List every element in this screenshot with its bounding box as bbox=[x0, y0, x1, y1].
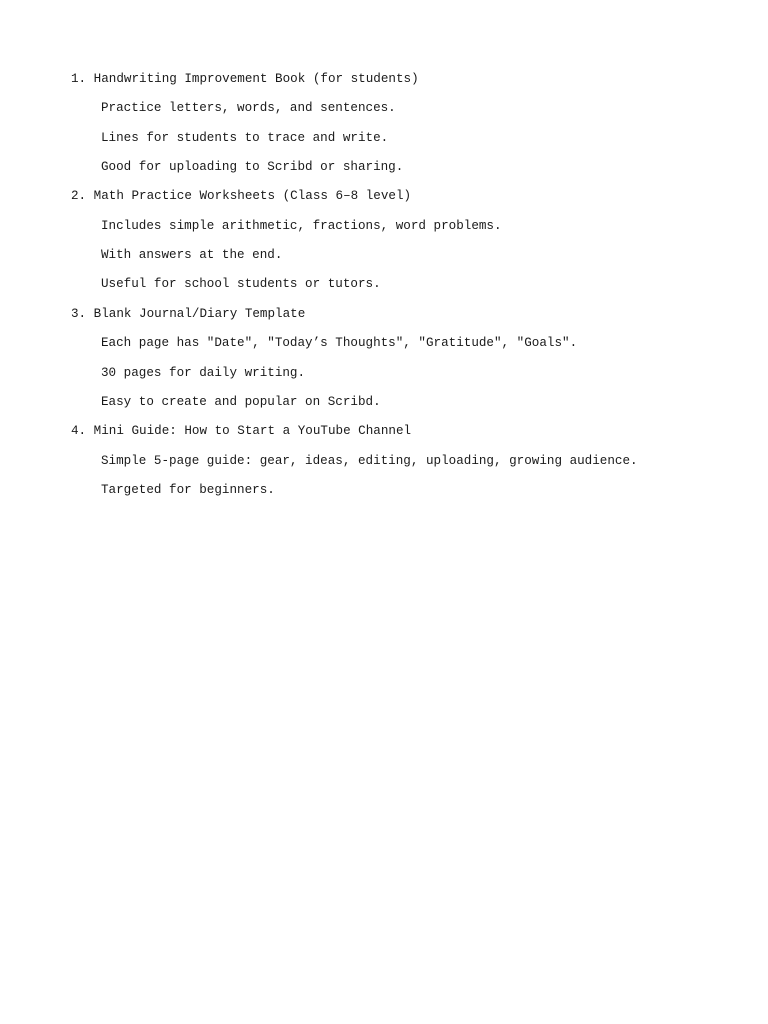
list-item-point: Each page has "Date", "Today’s Thoughts", "Gratitude", "Goals". bbox=[101, 336, 578, 350]
list-item-point: 30 pages for daily writing. bbox=[101, 366, 306, 380]
list-item-point: Targeted for beginners. bbox=[101, 483, 275, 497]
list-item-point: Practice letters, words, and sentences. bbox=[101, 101, 396, 115]
list-item-heading: 3. Blank Journal/Diary Template bbox=[71, 307, 306, 321]
list-item-heading: 4. Mini Guide: How to Start a YouTube Channel bbox=[71, 424, 412, 438]
list-item-heading: 2. Math Practice Worksheets (Class 6–8 level) bbox=[71, 189, 412, 203]
list-item-heading: 1. Handwriting Improvement Book (for students) bbox=[71, 72, 419, 86]
list-item-point: Lines for students to trace and write. bbox=[101, 131, 389, 145]
list-item-point: Simple 5-page guide: gear, ideas, editing, uploading, growing audience. bbox=[101, 454, 638, 468]
list-item-point: Useful for school students or tutors. bbox=[101, 277, 381, 291]
list-item-point: Includes simple arithmetic, fractions, word problems. bbox=[101, 219, 502, 233]
list-item-point: With answers at the end. bbox=[101, 248, 283, 262]
list-item-point: Easy to create and popular on Scribd. bbox=[101, 395, 381, 409]
list-item-point: Good for uploading to Scribd or sharing. bbox=[101, 160, 404, 174]
